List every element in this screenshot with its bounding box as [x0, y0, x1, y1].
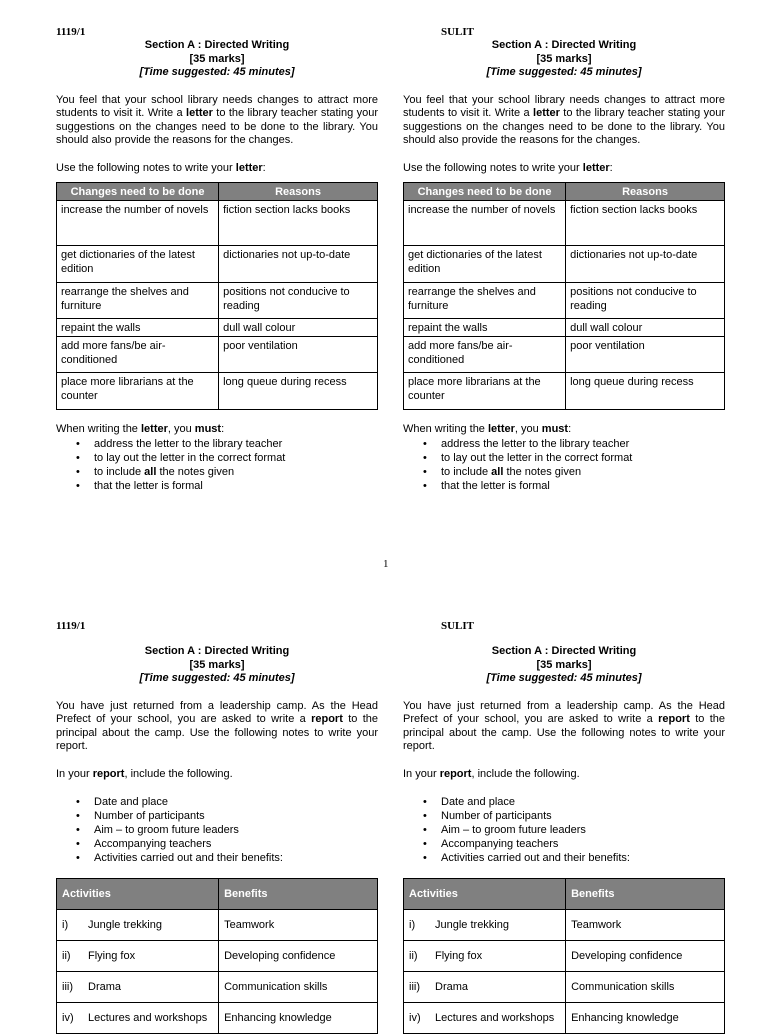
changes-table [56, 182, 378, 410]
report-heading [403, 645, 725, 686]
section-title: Section A : Directed Writing [491, 645, 637, 657]
letter-notes-intro: Use the following notes to write your letter: [403, 161, 613, 174]
letter-instructions: You feel that your school library needs changes to attract more students to visit it. Write a letter to the library teacher stating your suggestions on the changes need to be done to the library. You should also provide the reasons for the changes. [403, 93, 725, 146]
table-row: increase the number of novels fiction section lacks books [404, 201, 725, 246]
activities-table [403, 878, 725, 1034]
table-row: i) Jungle trekking Teamwork [57, 910, 378, 941]
list-item: • Activities carried out and their benefits: [56, 851, 378, 865]
paper-code-bottom: 1119/1 [56, 620, 86, 632]
list-item: • Aim – to groom future leaders [403, 823, 725, 837]
letter-instructions: You feel that your school library needs changes to attract more students to visit it. Write a letter to the library teacher stating your suggestions on the changes need to be done to the library. You should also provide the reasons for the changes. [56, 93, 378, 146]
header-reasons: Reasons [219, 183, 378, 201]
letter-heading [403, 39, 725, 80]
header-benefits: Benefits [219, 879, 378, 910]
table-row: add more fans/be air-conditioned poor ventilation [404, 337, 725, 373]
list-item: • Accompanying teachers [403, 837, 725, 851]
table-row: repaint the walls dull wall colour [57, 319, 378, 337]
list-item: • to lay out the letter in the correct format [403, 451, 725, 465]
list-item: • Number of participants [403, 809, 725, 823]
classification-top: SULIT [441, 26, 475, 38]
time-suggested: [Time suggested: 45 minutes] [139, 66, 295, 78]
report-instructions: You have just returned from a leadership camp. As the Head Prefect of your school, you are asked to write a report to the principal about the camp. Use the following notes to write your report. [56, 699, 379, 752]
table-row: iii) Drama Communication skills [57, 972, 378, 1003]
list-item: • address the letter to the library teacher [56, 437, 378, 451]
report-include-intro: In your report, include the following. [56, 767, 233, 780]
table-row: get dictionaries of the latest edition dictionaries not up-to-date [404, 246, 725, 283]
list-item: • to include all the notes given [403, 465, 725, 479]
paper-code-top: 1119/1 [56, 26, 86, 38]
header-benefits: Benefits [566, 879, 725, 910]
table-row: place more librarians at the counter long queue during recess [404, 373, 725, 410]
time-suggested: [Time suggested: 45 minutes] [139, 672, 295, 684]
marks: [35 marks] [536, 52, 592, 65]
table-row: ii) Flying fox Developing confidence [57, 941, 378, 972]
list-item: • to include all the notes given [56, 465, 378, 479]
table-row: increase the number of novels fiction section lacks books [57, 201, 378, 246]
report-items-list [403, 795, 725, 865]
list-item: • Date and place [56, 795, 378, 809]
list-item: • address the letter to the library teacher [403, 437, 725, 451]
table-row: ii) Flying fox Developing confidence [404, 941, 725, 972]
must-intro: When writing the letter, you must: [56, 423, 225, 435]
report-task-right [403, 645, 725, 1034]
page-number: 1 [383, 558, 389, 570]
list-item: • that the letter is formal [403, 479, 725, 493]
header-changes: Changes need to be done [57, 183, 219, 201]
list-item: • that the letter is formal [56, 479, 378, 493]
table-row: rearrange the shelves and furniture positions not conducive to reading [404, 283, 725, 319]
list-item: • Activities carried out and their benefits: [403, 851, 725, 865]
letter-task-left [56, 39, 378, 493]
table-row: i) Jungle trekking Teamwork [404, 910, 725, 941]
section-title: Section A : Directed Writing [144, 39, 290, 51]
table-row: iv) Lectures and workshops Enhancing knowledge [404, 1003, 725, 1034]
table-row: add more fans/be air-conditioned poor ventilation [57, 337, 378, 373]
list-item: • Aim – to groom future leaders [56, 823, 378, 837]
must-intro: When writing the letter, you must: [403, 423, 572, 435]
table-row: rearrange the shelves and furniture positions not conducive to reading [57, 283, 378, 319]
report-task-left [56, 645, 378, 1034]
must-list [403, 437, 725, 493]
activities-table [56, 878, 378, 1034]
section-title: Section A : Directed Writing [491, 39, 637, 51]
list-item: • Number of participants [56, 809, 378, 823]
time-suggested: [Time suggested: 45 minutes] [486, 672, 642, 684]
list-item: • Accompanying teachers [56, 837, 378, 851]
table-row: get dictionaries of the latest edition dictionaries not up-to-date [57, 246, 378, 283]
list-item: • to lay out the letter in the correct format [56, 451, 378, 465]
marks: [35 marks] [189, 658, 245, 671]
header-activities: Activities [57, 879, 219, 910]
must-list [56, 437, 378, 493]
report-include-intro: In your report, include the following. [403, 767, 580, 780]
header-activities: Activities [404, 879, 566, 910]
table-row: repaint the walls dull wall colour [404, 319, 725, 337]
list-item: • Date and place [403, 795, 725, 809]
marks: [35 marks] [536, 658, 592, 671]
report-items-list [56, 795, 378, 865]
table-row: place more librarians at the counter long queue during recess [57, 373, 378, 410]
report-heading [56, 645, 378, 686]
report-instructions: You have just returned from a leadership camp. As the Head Prefect of your school, you are asked to write a report to the principal about the camp. Use the following notes to write your report. [403, 699, 726, 752]
header-changes: Changes need to be done [404, 183, 566, 201]
letter-notes-intro: Use the following notes to write your letter: [56, 161, 266, 174]
changes-table [403, 182, 725, 410]
letter-task-right [403, 39, 725, 493]
letter-heading [56, 39, 378, 80]
section-title: Section A : Directed Writing [144, 645, 290, 657]
table-row: iv) Lectures and workshops Enhancing knowledge [57, 1003, 378, 1034]
header-reasons: Reasons [566, 183, 725, 201]
classification-bottom: SULIT [441, 620, 475, 632]
marks: [35 marks] [189, 52, 245, 65]
table-row: iii) Drama Communication skills [404, 972, 725, 1003]
time-suggested: [Time suggested: 45 minutes] [486, 66, 642, 78]
